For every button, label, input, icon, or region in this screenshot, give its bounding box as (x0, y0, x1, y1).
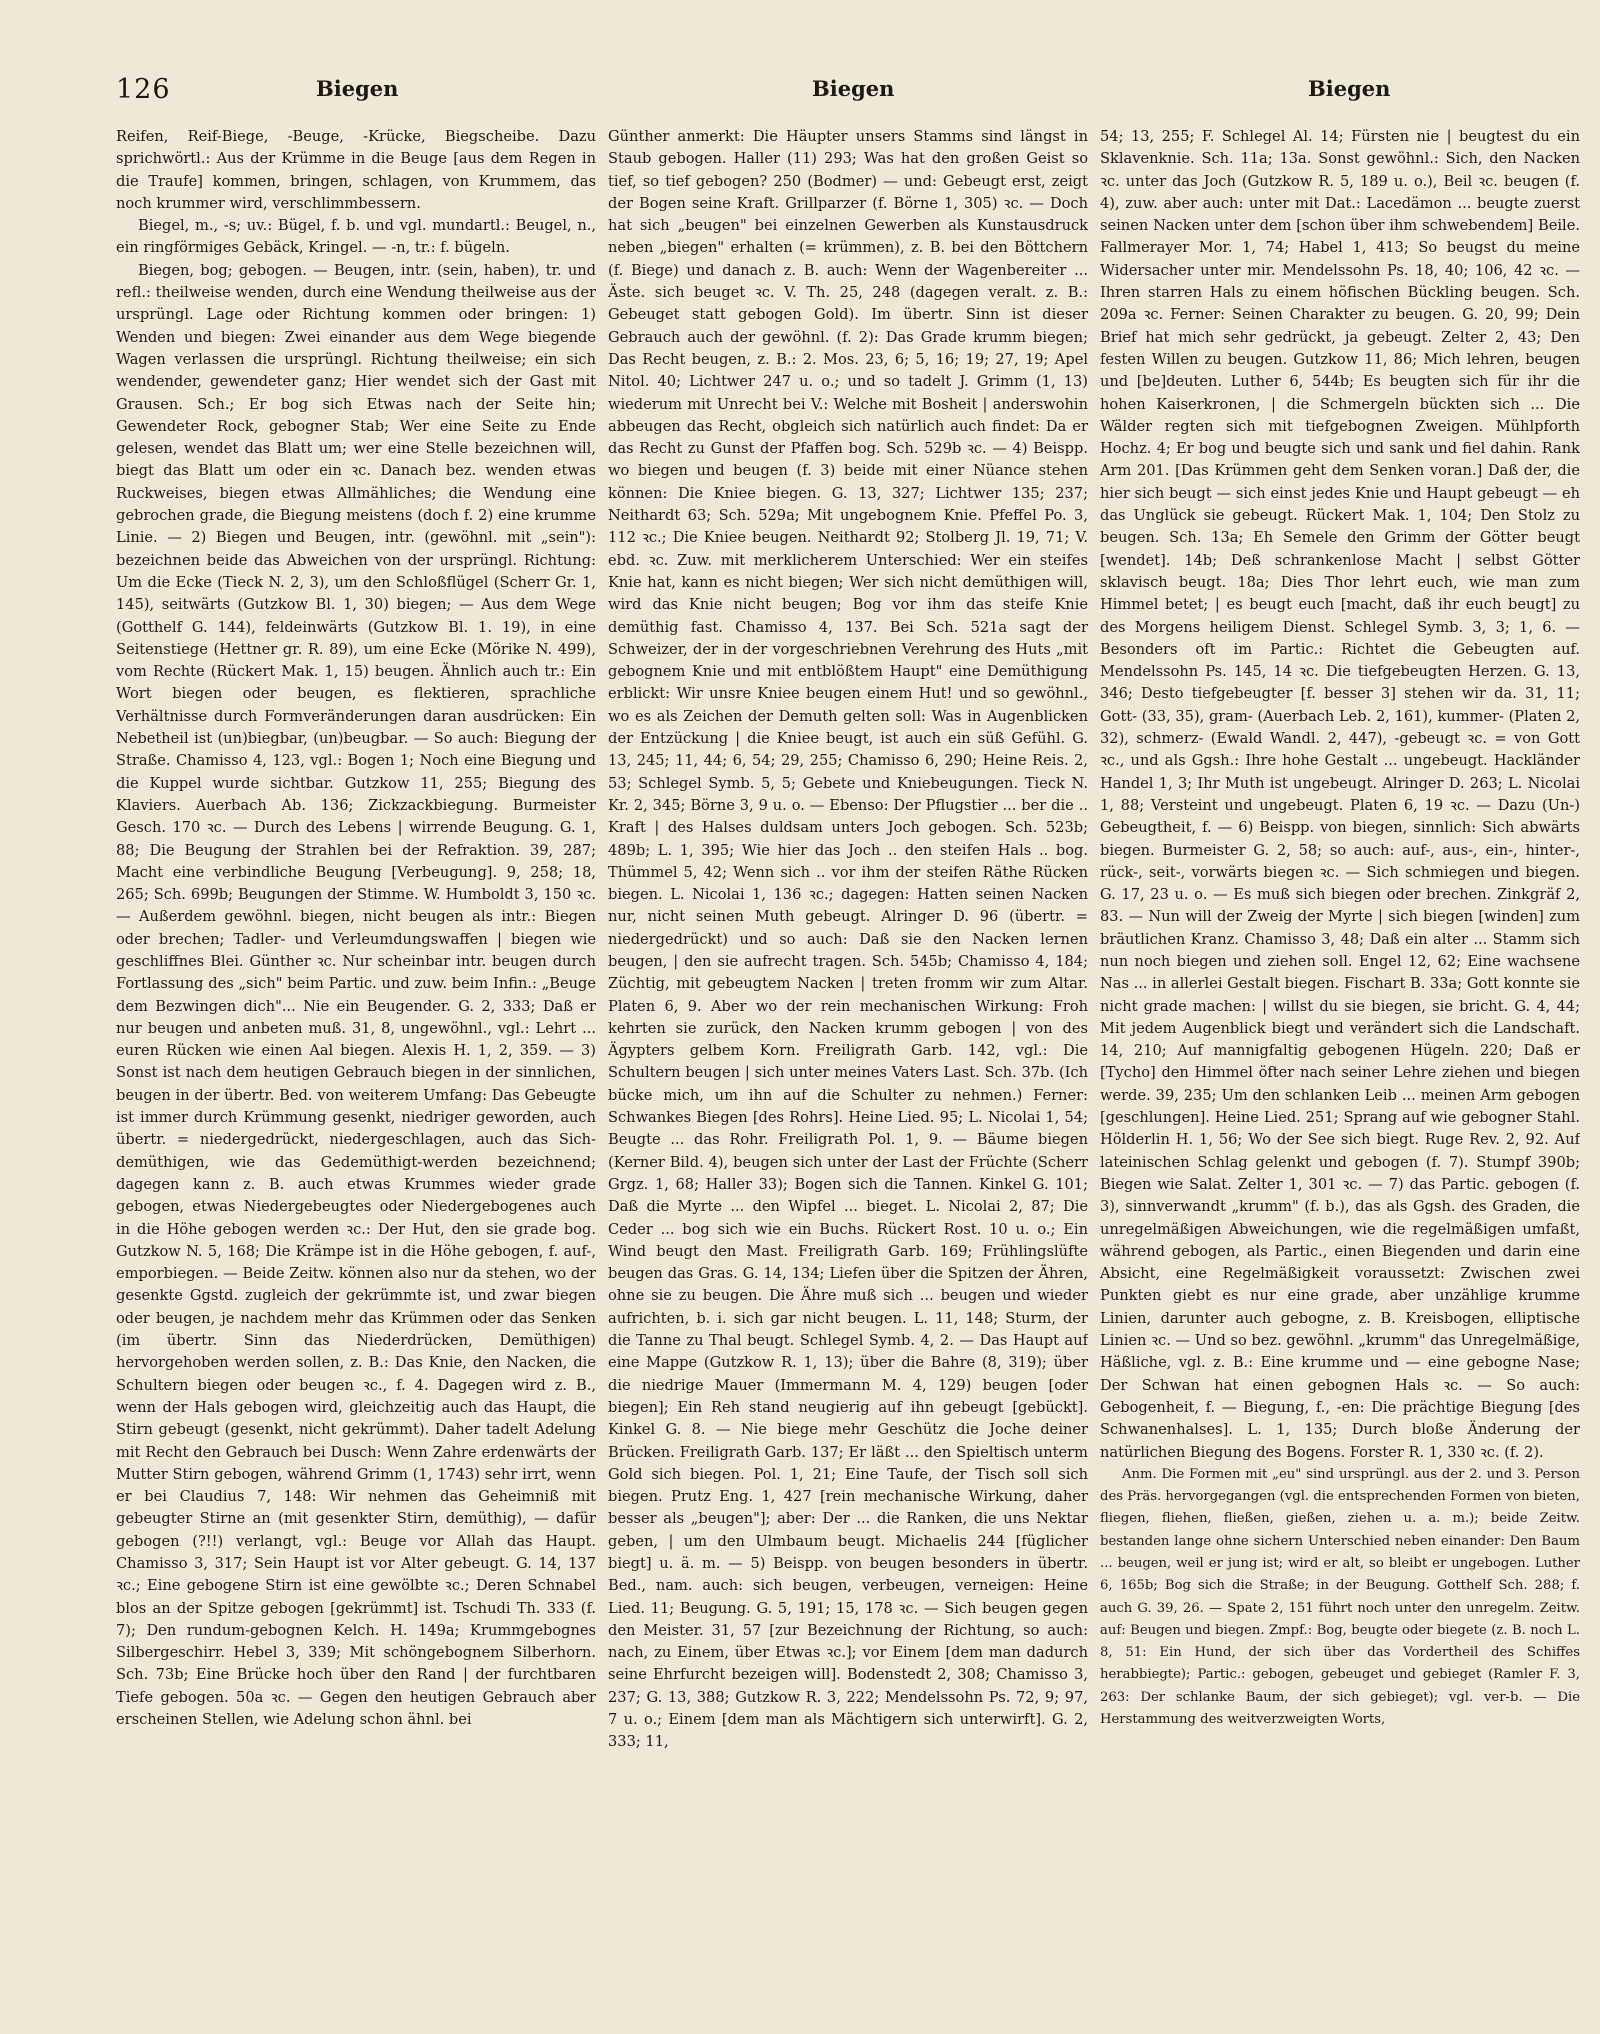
headword-center: Biegen (812, 76, 895, 101)
headword-right: Biegen (1308, 76, 1391, 101)
page-number: 126 (116, 74, 171, 105)
headword-left: Biegen (316, 76, 399, 101)
text-column-3 (1100, 126, 1580, 2014)
paragraph: 54; 13, 255; F. Schlegel Al. 14; Fürsten nie | beugtest du ein Sklavenknie. Sch. 11a; 13a. Sonst gewöhnl.: Sich, den Nacken ꝛc. unter das Joch (Gutzkow R. 5, 189 u. o.), Beil ꝛc. beugen (f. 4), zuw. aber auch: unter mit Dat.: Lacedämon ... beugte zuerst seinen Nacken unter dem [schon über ihm schwebendem] Beile. Fallmerayer Mor. 1, 74; Habel 1, 413; So beugst du meine Widersacher unter mir. Mendelssohn Ps. 18, 40; 106, 42 ꝛc. — Ihren starren Hals zu einem höfischen Bückling beugen. Sch. 209a ꝛc. Ferner: Seinen Charakter zu beugen. G. 20, 99; Dein Brief hat mich sehr gedrückt, ja gebeugt. Zelter 2, 43; Den festen Willen zu beugen. Gutzkow 11, 86; Mich lehren, beugen und [be]deuten. Luther 6, 544b; Es beugten sich für ihr die hohen Kaiserkronen, | die Schmergeln bückten sich ... Die Wälder regten sich mit tiefgebognen Zweigen. Mühlpforth Hochz. 4; Er bog und beugte sich und sank und fiel dahin. Rank Arm 201. [Das Krümmen geht dem Senken voran.] Daß der, die hier sich beugt — sich einst jedes Knie und Haupt gebeugt — eh das Unglück sie gebeugt. Rückert Mak. 1, 104; Den Stolz zu beugen. Sch. 13a; Eh Semele den Grimm der Götter beugt [wendet]. 14b; Deß schrankenlose Macht | selbst Götter sklavisch beugt. 18a; Dies Thor lehrt euch, wie man zum Himmel betet; | es beugt euch [macht, daß ihr euch beugt] zu des Morgens heiligem Dienst. Schlegel Symb. 3, 3; 1, 6. — Besonders oft im Partic.: Richtet die Gebeugten auf. Mendelssohn Ps. 145, 14 ꝛc. Die tiefgebeugten Herzen. G. 13, 346; Desto tiefgebeugter [f. besser 3] stehen wir da. 31, 11; Gott- (33, 35), gram- (Auerbach Leb. 2, 161), kummer- (Platen 2, 32), schmerz- (Ewald Wandl. 2, 447), -gebeugt ꝛc. = von Gott ꝛc., und als Ggsh.: Ihre hohe Gestalt ... ungebeugt. Hackländer Handel 1, 3; Ihr Muth ist ungebeugt. Alringer D. 263; L. Nicolai 1, 88; Versteint und ungebeugt. Platen 6, 19 ꝛc. — Dazu (Un-) Gebeugtheit, f. — 6) Beispp. von biegen, sinnlich: Sich abwärts biegen. Burmeister G. 2, 58; so auch: auf-, aus-, ein-, hinter-, rück-, seit-, vorwärts biegen ꝛc. — Sich schmiegen und biegen. G. 17, 23 u. o. — Es muß sich biegen oder brechen. Zinkgräf 2, 83. — Nun will der Zweig der Myrte | sich biegen [winden] zum bräutlichen Kranz. Chamisso 3, 48; Daß ein alter ... Stamm sich nun noch biegen und ziehen soll. Engel 12, 62; Eine wachsene Nas ... in allerlei Gestalt biegen. Fischart B. 33a; Gott konnte sie nicht grade machen: | willst du sie biegen, sie bricht. G. 4, 44; Mit jedem Augenblick biegt und verändert sich die Landschaft. 14, 210; Auf mannigfaltig gebogenen Hügeln. 220; Daß er [Tycho] den Himmel öfter nach seiner Lehre ziehen und biegen werde. 39, 235; Um den schlanken Leib ... meinen Arm gebogen [geschlungen]. Heine Lied. 251; Sprang auf wie gebogner Stahl. Hölderlin H. 1, 56; Wo der See sich biegt. Ruge Rev. 2, 92. Auf lateinischen Schlag gelenkt und gebogen (f. 7). Stumpf 390b; Biegen wie Salat. Zelter 1, 301 ꝛc. — 7) das Partic. gebogen (f. 3), sinnverwandt „krumm" (f. b.), das als Ggsh. des Graden, die unregelmäßigen Abweichungen, wie die regelmäßigen umfaßt, während gebogen, als Partic., einen Biegenden und darin eine Absicht, eine Regelmäßigkeit voraussetzt: Zwischen zwei Punkten giebt es nur eine grade, aber unzählige krumme Linien, darunter auch gebogne, z. B. Kreisbogen, elliptische Linien ꝛc. — Und so bez. gewöhnl. „krumm" das Unregelmäßige, Häßliche, vgl. z. B.: Eine krumme und — eine gebogne Nase; Der Schwan hat einen gebognen Hals ꝛc. — So auch: Gebogenheit, f. — Biegung, f., -en: Die prächtige Biegung [des Schwanenhalses]. L. 1, 135; Durch bloße Änderung der natürlichen Biegung des Bogens. Forster R. 1, 330 ꝛc. (f. 2). (1100, 128, 1580, 1461)
annotation-note: Anm. Die Formen mit „eu" sind ursprüngl. aus der 2. und 3. Person des Präs. hervorgegangen (vgl. die entsprechenden Formen von bieten, fliegen, fliehen, fließen, gießen, ziehen u. a. m.); beide Zeitw. bestanden lange ohne sichern Unterschied neben einander: Den Baum ... beugen, weil er jung ist; wird er alt, so bleibt er ungebogen. Luther 6, 165b; Bog sich die Straße; in der Beugung. Gotthelf Sch. 288; f. auch G. 39, 26. — Spate 2, 151 führt noch unter den unregelm. Zeitw. auf: Beugen und biegen. Zmpf.: Bog, beugte oder biegete (z. B. noch L. 8, 51: Ein Hund, der sich über das Vordertheil des Schiffes herabbiegte); Partic.: gebogen, gebeuget und gebieget (Ramler F. 3, 263: Der schlanke Baum, der sich gebieget); vgl. ver-b. — Die Herstammung des weitverzweigten Worts, (1100, 1466, 1580, 1728)
running-header (0, 74, 1600, 114)
text-column-1 (116, 126, 596, 2014)
paragraph: Günther anmerkt: Die Häupter unsers Stamms sind längst in Staub gebogen. Haller (11) 293; Was hat den großen Geist so tief, so tief gebogen? 250 (Bodmer) — und: Gebeugt erst, zeigt der Bogen seine Kraft. Grillparzer (f. Börne 1, 305) ꝛc. — Doch hat sich „beugen" bei einzelnen Gewerben als Kunstausdruck neben „biegen" erhalten (= krümmen), z. B. bei den Böttchern (f. Biege) und danach z. B. auch: Wenn der Wagenbereiter ... Äste. sich beuget ꝛc. V. Th. 25, 248 (dagegen veralt. z. B.: Gebeuget statt gebogen Gold). Im übertr. Sinn ist dieser Gebrauch auch der gewöhnl. (f. 2): Das Grade krumm biegen; Das Recht beugen, z. B.: 2. Mos. 23, 6; 5, 16; 19; 27, 19; Apel Nitol. 40; Lichtwer 247 u. o.; und so tadelt J. Grimm (1, 13) wiederum mit Unrecht bei V.: Welche mit Bosheit | anderswohin abbeugen das Recht, obgleich sich natürlich auch findet: Da er das Recht zu Gunst der Pfaffen bog. Sch. 529b ꝛc. — 4) Beispp. wo biegen und beugen (f. 3) beide mit einer Nüance stehen können: Die Kniee biegen. G. 13, 327; Lichtwer 135; 237; Neithardt 63; Sch. 529a; Mit ungebognem Knie. Pfeffel Po. 3, 112 ꝛc.; Die Kniee beugen. Neithardt 92; Stolberg Jl. 19, 71; V. ebd. ꝛc. Zuw. mit merklicherem Unterschied: Wer ein steifes Knie hat, kann es nicht biegen; Wer sich nicht demüthigen will, wird das Knie nicht beugen; Bog vor ihm das steife Knie demüthig fast. Chamisso 4, 137. Bei Sch. 521a sagt der Schweizer, der in der vorgeschriebnen Verehrung des Huts „mit gebognem Knie und mit entblößtem Haupt" eine Demüthigung erblickt: Wir unsre Kniee beugen einem Hut! und so gewöhnl., wo es als Zeichen der Demuth gelten soll: Was in Augenblicken der Entzückung | die Kniee beugt, ist auch ein süß Gefühl. G. 13, 245; 11, 44; 6, 54; 29, 255; Chamisso 6, 290; Heine Reis. 2, 53; Schlegel Symb. 5, 5; Gebete und Kniebeugungen. Tieck N. Kr. 2, 345; Börne 3, 9 u. o. — Ebenso: Der Pflugstier ... ber die .. Kraft | des Halses duldsam unters Joch gebogen. Sch. 523b; 489b; L. 1, 395; Wie hier das Joch .. den steifen Hals .. bog. Thümmel 5, 42; Wenn sich .. vor ihm der steifen Räthe Rücken biegen. L. Nicolai 1, 136 ꝛc.; dagegen: Hatten seinen Nacken nur, nicht seinen Muth gebeugt. Alringer D. 96 (übertr. = niedergedrückt) und so auch: Daß sie den Nacken lernen beugen, | den sie aufrecht tragen. Sch. 545b; Chamisso 4, 184; Züchtig, mit gebeugtem Nacken | treten fromm wir zum Altar. Platen 6, 9. Aber wo der rein mechanischen Wirkung: Froh kehrten sie zurück, den Nacken krumm gebogen | von des Ägypters gelbem Korn. Freiligrath Garb. 142, vgl.: Die Schultern beugen | sich unter meines Vaters Last. Sch. 37b. (Ich bücke mich, um ihn auf die Schulter zu nehmen.) Ferner: Schwankes Biegen [des Rohrs]. Heine Lied. 95; L. Nicolai 1, 54; Beugte ... das Rohr. Freiligrath Pol. 1, 9. — Bäume biegen (Kerner Bild. 4), beugen sich unter der Last der Früchte (Scherr Grgz. 1, 68; Haller 33); Bogen sich die Tannen. Kinkel G. 101; Daß die Myrte ... den Wipfel ... bieget. L. Nicolai 2, 87; Die Ceder ... bog sich wie ein Buchs. Rückert Rost. 10 u. o.; Ein Wind beugt den Mast. Freiligrath Garb. 169; Frühlingslüfte beugen das Gras. G. 14, 134; Liefen über die Spitzen der Ähren, ohne sie zu beugen. Die Ähre muß sich ... beugen und wieder aufrichten, b. i. sich gar nicht beugen. L. 11, 148; Sturm, der die Tanne zu Thal beugt. Schlegel Symb. 4, 2. — Das Haupt auf eine Mappe (Gutzkow R. 1, 13); über die Bahre (8, 319); über die niedrige Mauer (Immermann M. 4, 129) beugen [oder biegen]; Ein Reh stand neugierig auf ihn gebeugt [gebückt]. Kinkel G. 8. — Nie biege mehr Geschütz die Joche deiner Brücken. Freiligrath Garb. 137; Er läßt ... den Spieltisch unterm Gold sich biegen. Pol. 1, 21; Eine Taufe, der Tisch soll sich biegen. Prutz Eng. 1, 427 [rein mechanische Wirkung, daher besser als „beugen"]; aber: Der ... die Ranken, die uns Nektar geben, | um den Ulmbaum beugt. Michaelis 244 [füglicher biegt] u. ä. m. — 5) Beispp. von beugen besonders in übertr. Bed., nam. auch: sich beugen, verbeugen, verneigen: Heine Lied. 11; Beugung. G. 5, 191; 15, 178 ꝛc. — Sich beugen gegen den Meister. 31, 57 [zur Bezeichnung der Richtung, so auch: nach, zu Einem, über Etwas ꝛc.]; vor Einem [dem man dadurch seine Ehrfurcht bezeigen will]. Bodenstedt 2, 308; Chamisso 3, 237; G. 13, 388; Gutzkow R. 3, 222; Mendelssohn Ps. 72, 9; 97, 7 u. o.; Einem [dem man als Mächtigern sich unterwirft]. G. 2, 333; 11, (608, 128, 1088, 1751)
paragraph: Reifen, Reif-Biege, -Beuge, -Krücke, Biegscheibe. Dazu sprichwörtl.: Aus der Krümme in die Beuge [aus dem Regen in die Traufe] kommen, bringen, schlagen, von Krummem, das noch krummer wird, verschlimmbessern. (116, 128, 596, 212)
text-column-2 (608, 126, 1088, 2014)
entry-biegen: Biegen, bog; gebogen. — Beugen, intr. (sein, haben), tr. und refl.: theilweise wenden, durch eine Wendung theilweise aus der ursprüngl. Lage oder Richtung kommen oder bringen: 1) Wenden und biegen: Zwei einander aus dem Wege biegende Wagen verlassen die ursprüngl. Richtung theilweise; ein sich wendender, gewendeter ganz; Hier wendet sich der Gast mit Grausen. Sch.; Er bog sich Etwas nach der Seite hin; Gewendeter Rock, gebogner Stab; Wer eine Seite zu Ende gelesen, wendet das Blatt um; wer eine Stelle bezeichnen will, biegt das Blatt um oder ein ꝛc. Danach bez. wenden etwas Ruckweises, biegen etwas Allmähliches; die Wendung eine gebrochen grade, die Biegung meistens (doch f. 2) eine krumme Linie. — 2) Biegen und Beugen, intr. (gewöhnl. mit „sein"): bezeichnen beide das Abweichen von der ursprüngl. Richtung: Um die Ecke (Tieck N. 2, 3), um den Schloßflügel (Scherr Gr. 1, 145), seitwärts (Gutzkow Bl. 1, 30) biegen; — Aus dem Wege (Gotthelf G. 144), feldeinwärts (Gutzkow Bl. 1. 19), in eine Seitenstiege (Hettner gr. R. 89), um eine Ecke (Mörike N. 499), vom Rechte (Rückert Mak. 1, 15) beugen. Ähnlich auch tr.: Ein Wort biegen oder beugen, es flektieren, sprachliche Verhältnisse durch Formveränderungen daran ausdrücken: Ein Nebetheil ist (un)biegbar, (un)beugbar. — So auch: Biegung der Straße. Chamisso 4, 123, vgl.: Bogen 1; Noch eine Biegung und die Kuppel wurde sichtbar. Gutzkow 11, 255; Biegung des Klaviers. Auerbach Ab. 136; Zickzackbiegung. Burmeister Gesch. 170 ꝛc. — Durch des Lebens | wirrende Beugung. G. 1, 88; Die Beugung der Strahlen bei der Refraktion. 39, 287; Macht eine verbindliche Beugung [Verbeugung]. 9, 258; 18, 265; Sch. 699b; Beugungen der Stimme. W. Humboldt 3, 150 ꝛc. — Außerdem gewöhnl. biegen, nicht beugen als intr.: Biegen oder brechen; Tadler- und Verleumdungswaffen | biegen wie geschliffnes Blei. Günther ꝛc. Nur scheinbar intr. beugen durch Fortlassung des „sich" beim Partic. und zuw. beim Infin.: „Beuge dem Bezwingen dich"... Nie ein Beugender. G. 2, 333; Daß er nur beugen und anbeten muß. 31, 8, ungewöhnl., vgl.: Lehrt ... euren Rücken wie einen Aal biegen. Alexis H. 1, 2, 359. — 3) Sonst ist nach dem heutigen Gebrauch biegen in der sinnlichen, beugen in der übertr. Bed. von weiterem Umfang: Das Gebeugte ist immer durch Krümmung gesenkt, niedriger geworden, auch übertr. = niedergedrückt, niedergeschlagen, auch das Sich-demüthigen, wie das Gedemüthigt-werden bezeichnend; dagegen kann z. B. auch etwas Krummes wieder grade gebogen, etwas Niedergebeugtes oder Niedergebogenes auch in die Höhe gebogen werden ꝛc.: Der Hut, den sie grade bog. Gutzkow N. 5, 168; Die Krämpe ist in die Höhe gebogen, f. auf-, emporbiegen. — Beide Zeitw. können also nur da stehen, wo der gesenkte Ggstd. zugleich der gekrümmte ist, und zwar biegen oder beugen, je nachdem mehr das Krümmen oder das Senken (im übertr. Sinn das Niederdrücken, Demüthigen) hervorgehoben werden sollen, z. B.: Das Knie, den Nacken, die Schultern biegen oder beugen ꝛc., f. 4. Dagegen wird z. B., wenn der Hals gebogen wird, gleichzeitig auch das Haupt, die Stirn gebeugt (gesenkt, nicht gekrümmt). Daher tadelt Adelung mit Recht den Gebrauch bei Dusch: Wenn Zahre erdenwärts der Mutter Stirn gebogen, während Grimm (1, 1743) sehr irrt, wenn er bei Claudius 7, 148: Wir nehmen das Geheimniß mit gebeugter Stirne an (mit gesenkter Stirn, demüthig), — dafür gebogen (?!!) verlangt, vgl.: Beuge vor Allah das Haupt. Chamisso 3, 317; Sein Haupt ist vor Alter gebeugt. G. 14, 137 ꝛc.; Eine gebogene Stirn ist eine gewölbte ꝛc.; Deren Schnabel blos an der Spitze gebogen [gekrümmt] ist. Tschudi Th. 333 (f. 7); Den rundum-gebognen Kelch. H. 149a; Krummgebognes Silbergeschirr. Hebel 3, 339; Mit schöngebognem Silberhorn. Sch. 73b; Eine Brücke hoch über den Rand | der furchtbaren Tiefe gebogen. 50a ꝛc. — Gegen den heutigen Gebrauch aber erscheinen Stellen, wie Adelung schon ähnl. bei (116, 261, 596, 1729)
entry-biegel: Biegel, m., -s; uv.: Bügel, f. b. und vgl. mundartl.: Beugel, n., ein ringförmiges Gebäck, Kringel. — -n, tr.: f. bügeln. (116, 217, 596, 257)
